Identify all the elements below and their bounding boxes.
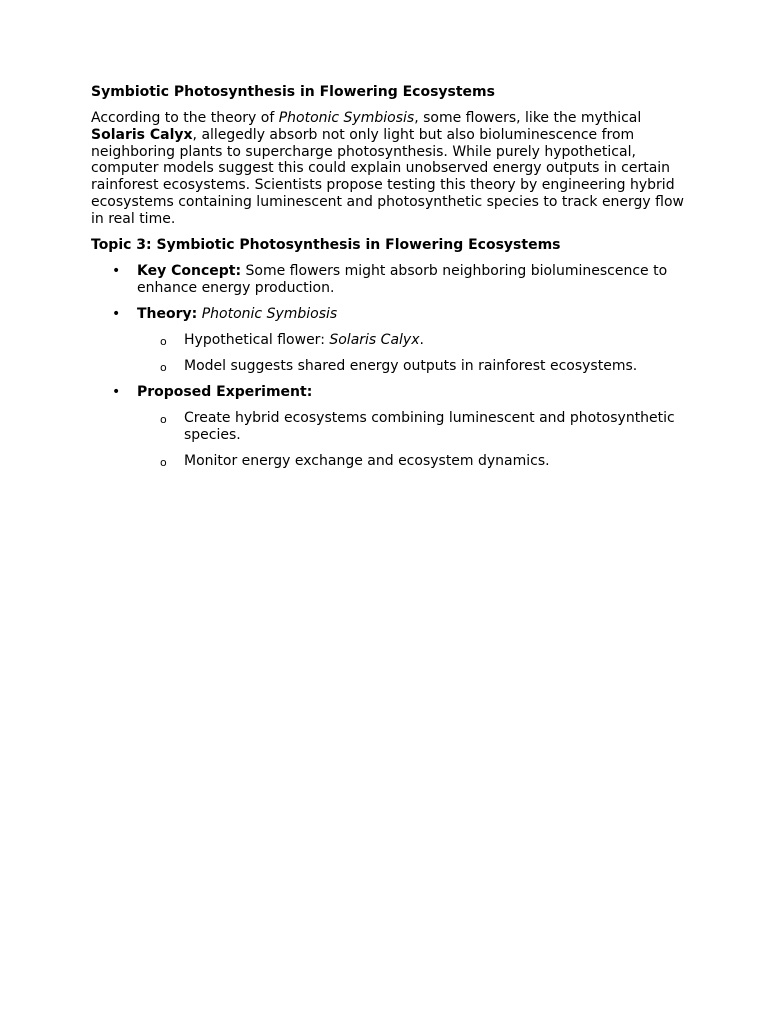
sub-item-text: Hypothetical flower: [184, 331, 330, 348]
sub-item-text: Monitor energy exchange and ecosystem dynamics. [184, 452, 550, 469]
intro-bold-flower: Solaris Calyx [91, 126, 193, 143]
theory-sub-list [137, 332, 691, 375]
intro-text-1: According to the theory of [91, 110, 279, 126]
sub-bullet-marker: o [160, 455, 167, 469]
sub-item-text: Create hybrid ecosystems combining luminescent and photosynthetic species. [184, 409, 675, 443]
theory-label: Theory: [137, 305, 198, 322]
intro-paragraph [91, 110, 691, 228]
sub-bullet-marker: o [160, 360, 167, 374]
sub-item-hypothetical-flower [137, 332, 691, 349]
bullet-marker: • [112, 383, 121, 400]
intro-text-2: , some flowers, like the mythical [414, 110, 642, 126]
sub-bullet-marker: o [160, 412, 167, 426]
intro-text-3: , allegedly absorb not only light but also bioluminescence from neighboring plants to supercharge photosynthesis. While purely hypothetical, computer models suggest this could explain unobserved energy outputs in certain rainforest ecosystems. Scientists propose testing this theory by engineering hybrid ecosystems containing luminescent and photosynthetic species to track energy flow in real time. [91, 126, 685, 227]
intro-italic-theory: Photonic Symbiosis [278, 110, 415, 126]
list-item-key-concept [91, 263, 691, 297]
bullet-marker: • [112, 262, 121, 279]
key-concept-label: Key Concept: [137, 262, 242, 279]
sub-item-monitor [137, 453, 691, 470]
document-title: Symbiotic Photosynthesis in Flowering Ecosystems [91, 84, 495, 100]
list-item-theory [91, 306, 691, 375]
sub-item-italic: Solaris Calyx [329, 331, 420, 348]
bullet-marker: • [112, 305, 121, 322]
key-concept-text: Some flowers might absorb neighboring bioluminescence to enhance energy production. [137, 262, 668, 296]
proposed-experiment-label: Proposed Experiment: [137, 383, 313, 400]
topic-heading: Topic 3: Symbiotic Photosynthesis in Flowering Ecosystems [91, 236, 561, 253]
sub-item-text: Model suggests shared energy outputs in rainforest ecosystems. [184, 357, 638, 374]
document-page [91, 84, 691, 479]
sub-item-model [137, 358, 691, 375]
sub-item-create-hybrid [137, 410, 691, 444]
list-item-proposed-experiment [91, 384, 691, 470]
sub-bullet-marker: o [160, 334, 167, 348]
experiment-sub-list [137, 410, 691, 470]
theory-name: Photonic Symbiosis [201, 305, 338, 322]
bullet-list [91, 263, 691, 470]
sub-item-after: . [419, 331, 424, 348]
